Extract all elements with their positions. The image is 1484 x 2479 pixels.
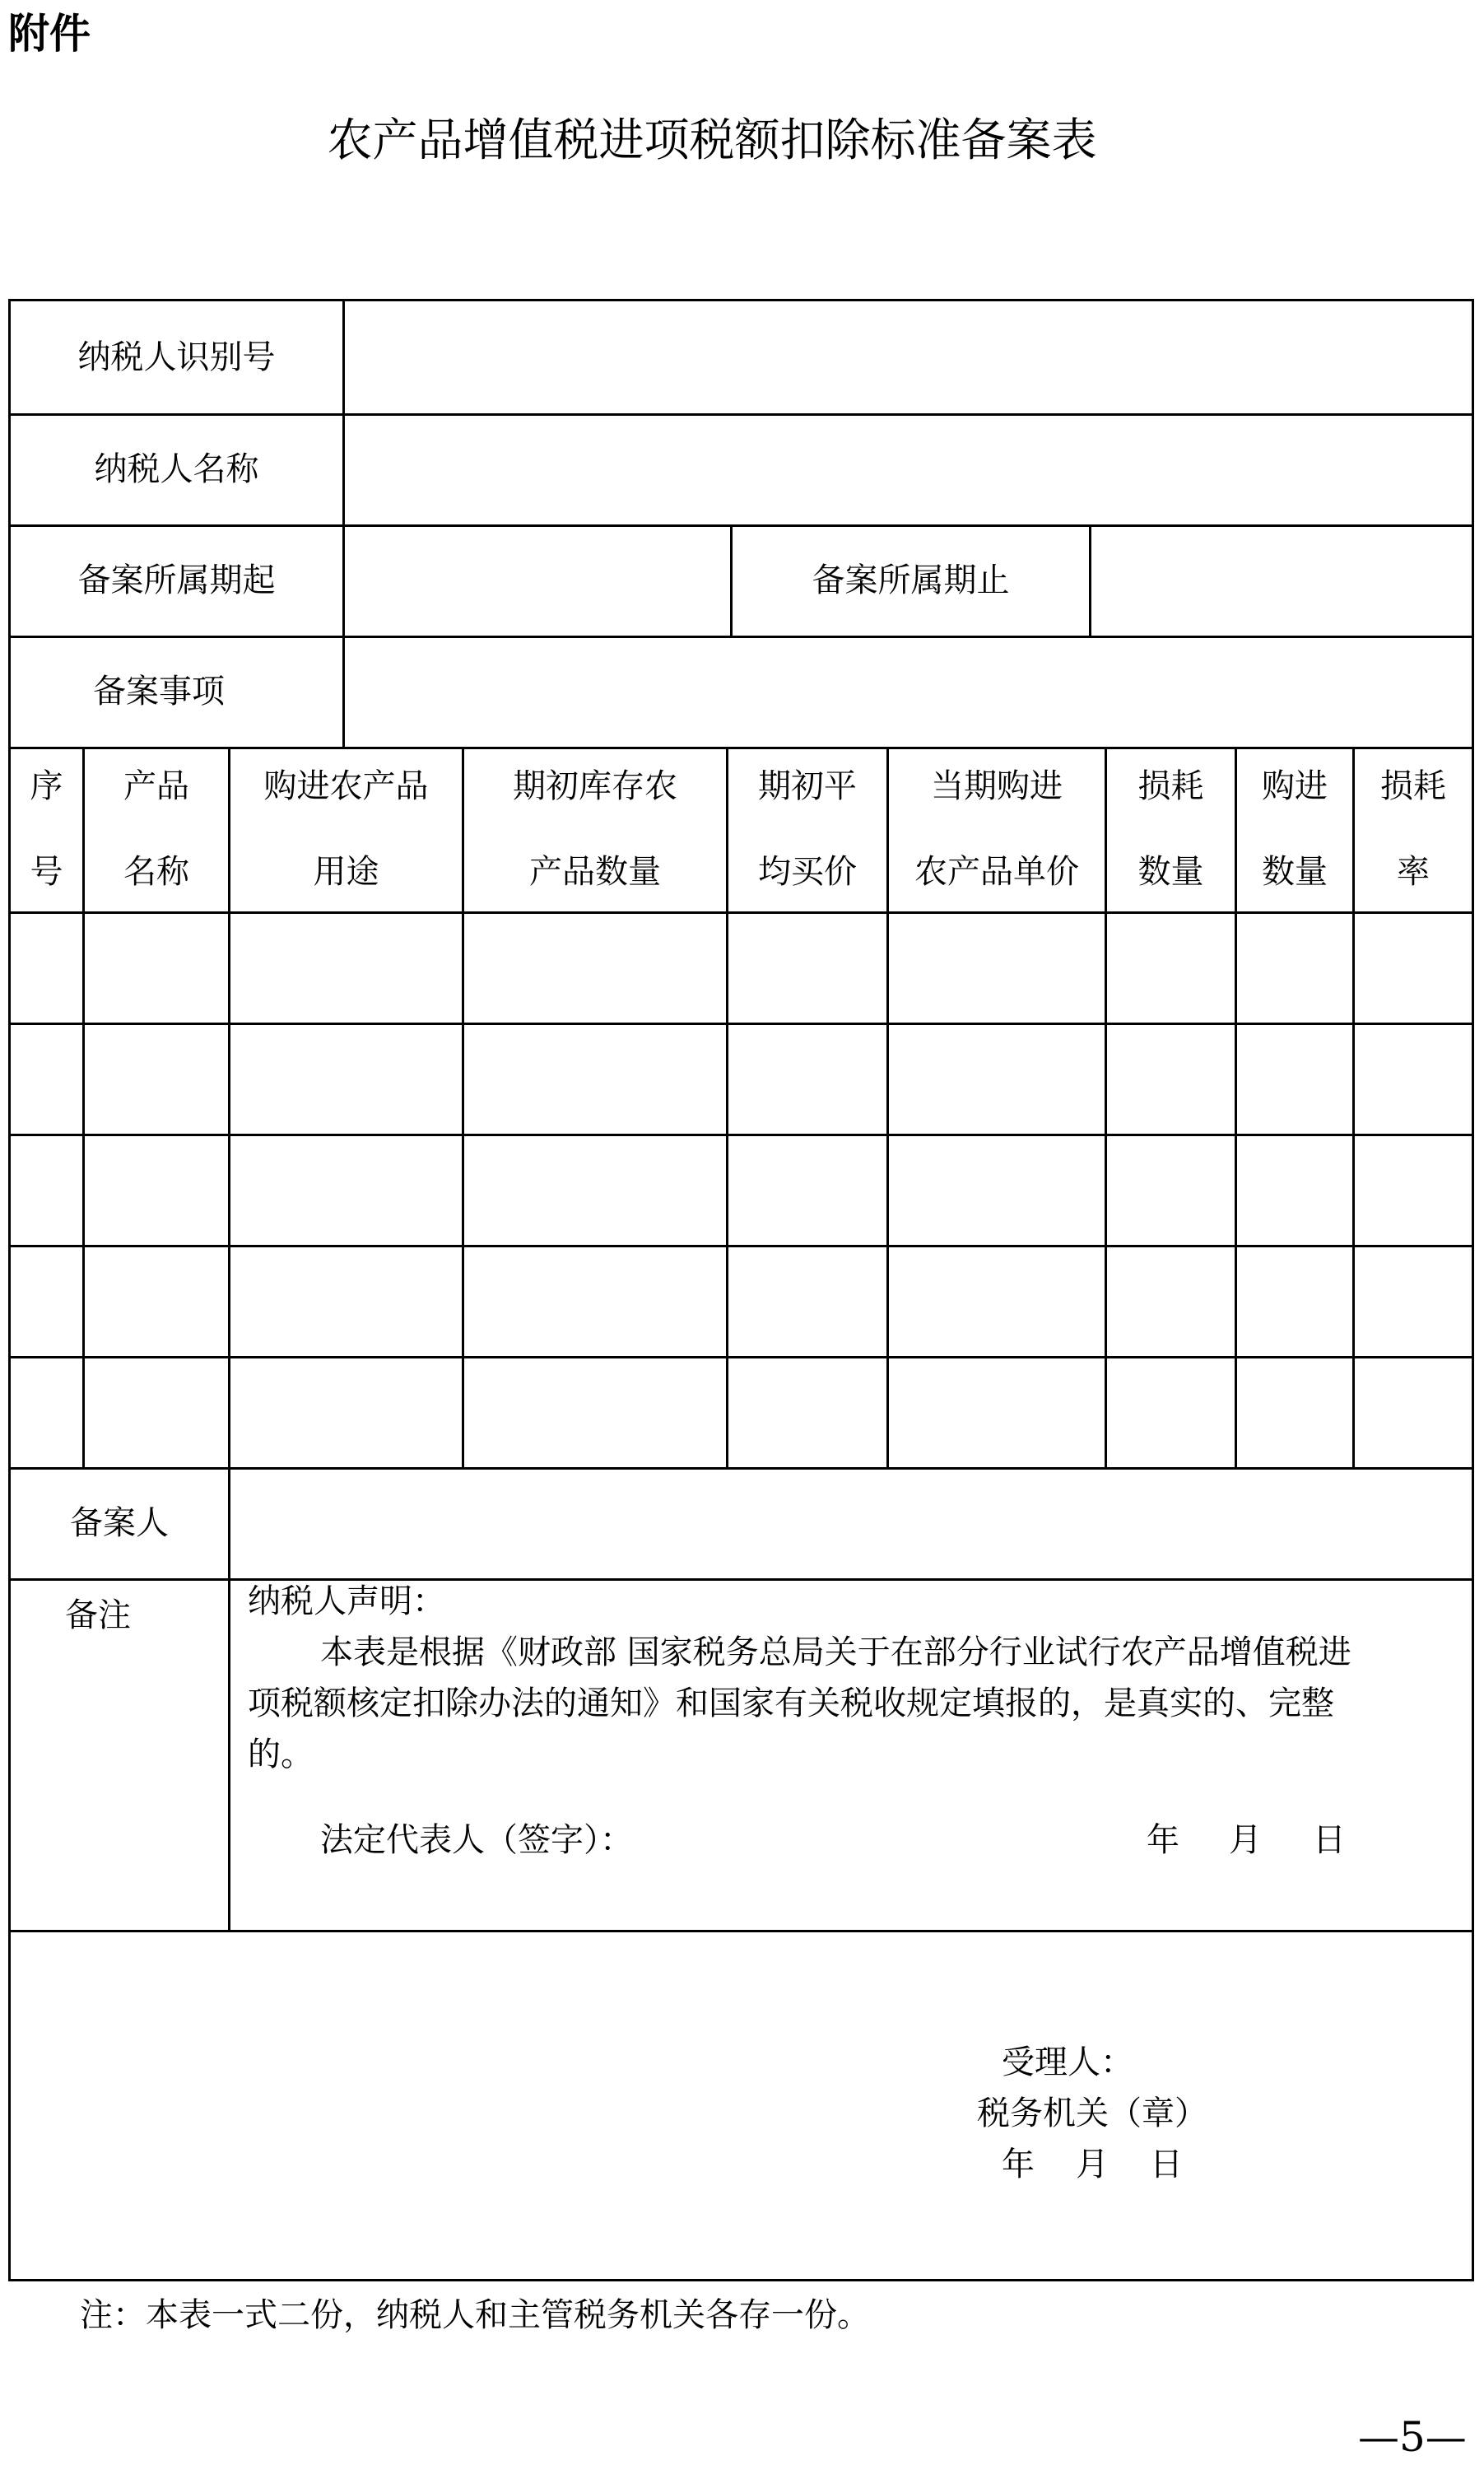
table-cell[interactable] xyxy=(889,1358,1105,1467)
column-header-line1: 期初平 xyxy=(758,767,857,805)
column-header xyxy=(889,747,1105,911)
table-cell[interactable] xyxy=(889,914,1105,1023)
table-cell[interactable] xyxy=(464,1136,726,1245)
column-header xyxy=(1107,747,1235,911)
table-cell[interactable] xyxy=(1355,1358,1472,1467)
table-cell[interactable] xyxy=(85,1025,228,1134)
filing-form xyxy=(8,299,1474,2281)
column-header-line2: 率 xyxy=(1397,853,1430,891)
filing-item-label: 备案事项 xyxy=(93,672,225,711)
receiver-label: 受理人： xyxy=(1002,2043,1133,2081)
column-header xyxy=(85,747,228,911)
column-header-line2: 均买价 xyxy=(758,853,857,891)
row-divider xyxy=(11,1930,1472,1932)
column-header-line2: 名称 xyxy=(123,853,189,891)
table-cell[interactable] xyxy=(889,1025,1105,1134)
table-cell[interactable] xyxy=(1237,1358,1352,1467)
table-cell[interactable] xyxy=(889,1136,1105,1245)
taxpayer-name-label: 纳税人名称 xyxy=(94,450,259,488)
table-cell[interactable] xyxy=(1355,1247,1472,1356)
declaration-title: 纳税人声明： xyxy=(248,1582,445,1620)
signature-date-day: 日 xyxy=(1313,1821,1346,1859)
table-cell[interactable] xyxy=(1237,1247,1352,1356)
signature-date-month: 月 xyxy=(1229,1821,1262,1859)
column-header xyxy=(464,747,726,911)
column-header-line2: 数量 xyxy=(1262,853,1328,891)
table-cell[interactable] xyxy=(11,914,82,1023)
table-cell[interactable] xyxy=(230,1247,462,1356)
table-cell[interactable] xyxy=(230,1136,462,1245)
table-cell[interactable] xyxy=(11,1358,82,1467)
declaration-line: 本表是根据《财政部 国家税务总局关于在部分行业试行农产品增值税进 xyxy=(320,1633,1351,1671)
filing-item-field[interactable] xyxy=(345,636,1472,747)
table-cell[interactable] xyxy=(1107,1358,1235,1467)
table-cell[interactable] xyxy=(11,1025,82,1134)
signature-date-year: 年 xyxy=(1147,1821,1179,1859)
column-header-line2: 农产品单价 xyxy=(914,853,1079,891)
tax-office-date-day: 日 xyxy=(1150,2146,1183,2183)
table-cell[interactable] xyxy=(1237,914,1352,1023)
column-header xyxy=(1237,747,1352,911)
table-cell[interactable] xyxy=(85,1247,228,1356)
table-cell[interactable] xyxy=(728,1136,886,1245)
attachment-label: 附件 xyxy=(8,10,91,58)
taxpayer-id-field[interactable] xyxy=(345,301,1472,413)
column-header xyxy=(728,747,886,911)
filer-field[interactable] xyxy=(230,1467,1472,1578)
table-cell[interactable] xyxy=(11,1247,82,1356)
table-cell[interactable] xyxy=(728,1358,886,1467)
tax-office-date-month: 月 xyxy=(1076,2146,1109,2183)
remarks-label: 备注 xyxy=(65,1596,131,1634)
column-header-line1: 购进农产品 xyxy=(263,767,429,805)
period-end-label: 备案所属期止 xyxy=(812,561,1010,599)
column-header xyxy=(230,747,462,911)
column-header-line1: 产品 xyxy=(123,767,189,805)
taxpayer-id-label: 纳税人识别号 xyxy=(77,338,276,376)
column-header xyxy=(1355,747,1472,911)
column-header-line2: 数量 xyxy=(1137,853,1204,891)
table-cell[interactable] xyxy=(85,1136,228,1245)
column-header-line2: 产品数量 xyxy=(529,853,661,891)
column-header-line1: 购进 xyxy=(1262,767,1328,805)
table-cell[interactable] xyxy=(1355,914,1472,1023)
table-cell[interactable] xyxy=(230,1358,462,1467)
table-cell[interactable] xyxy=(1107,914,1235,1023)
table-cell[interactable] xyxy=(85,1358,228,1467)
column-header-line1: 当期购进 xyxy=(931,767,1063,805)
footnote: 注：本表一式二份，纳税人和主管税务机关各存一份。 xyxy=(80,2296,870,2334)
table-cell[interactable] xyxy=(1355,1025,1472,1134)
table-cell[interactable] xyxy=(889,1247,1105,1356)
table-cell[interactable] xyxy=(1107,1025,1235,1134)
table-cell[interactable] xyxy=(230,1025,462,1134)
taxpayer-name-field[interactable] xyxy=(345,413,1472,524)
table-cell[interactable] xyxy=(728,1247,886,1356)
filer-label: 备案人 xyxy=(70,1503,169,1542)
period-end-field[interactable] xyxy=(1091,524,1472,636)
column-header-line1: 期初库存农 xyxy=(513,767,677,805)
column-header-line1: 序 xyxy=(30,767,63,805)
table-cell[interactable] xyxy=(728,1025,886,1134)
document-title: 农产品增值税进项税额扣除标准备案表 xyxy=(327,114,1097,166)
declaration-line: 项税额核定扣除办法的通知》和国家有关税收规定填报的，是真实的、完整 xyxy=(248,1685,1334,1722)
tax-office-seal-label: 税务机关（章） xyxy=(977,2095,1207,2132)
column-header-line1: 损耗 xyxy=(1137,767,1204,805)
page-number: —5— xyxy=(1358,2413,1467,2461)
column-header-line1: 损耗 xyxy=(1380,767,1446,805)
table-cell[interactable] xyxy=(1107,1247,1235,1356)
table-cell[interactable] xyxy=(728,914,886,1023)
table-cell[interactable] xyxy=(85,914,228,1023)
table-cell[interactable] xyxy=(11,1136,82,1245)
column-header-line2: 号 xyxy=(30,853,63,891)
table-cell[interactable] xyxy=(230,914,462,1023)
table-cell[interactable] xyxy=(464,1358,726,1467)
declaration-line: 的。 xyxy=(248,1736,314,1773)
table-cell[interactable] xyxy=(1355,1136,1472,1245)
tax-office-date-year: 年 xyxy=(1002,2146,1035,2183)
table-cell[interactable] xyxy=(1237,1136,1352,1245)
signature-label: 法定代表人（签字）： xyxy=(320,1821,633,1859)
table-cell[interactable] xyxy=(1237,1025,1352,1134)
table-cell[interactable] xyxy=(464,1025,726,1134)
table-cell[interactable] xyxy=(464,1247,726,1356)
table-cell[interactable] xyxy=(464,914,726,1023)
column-header xyxy=(11,747,82,911)
column-header-line2: 用途 xyxy=(313,853,379,891)
table-cell[interactable] xyxy=(1107,1136,1235,1245)
period-start-field[interactable] xyxy=(345,524,730,636)
period-start-label: 备案所属期起 xyxy=(77,561,276,599)
